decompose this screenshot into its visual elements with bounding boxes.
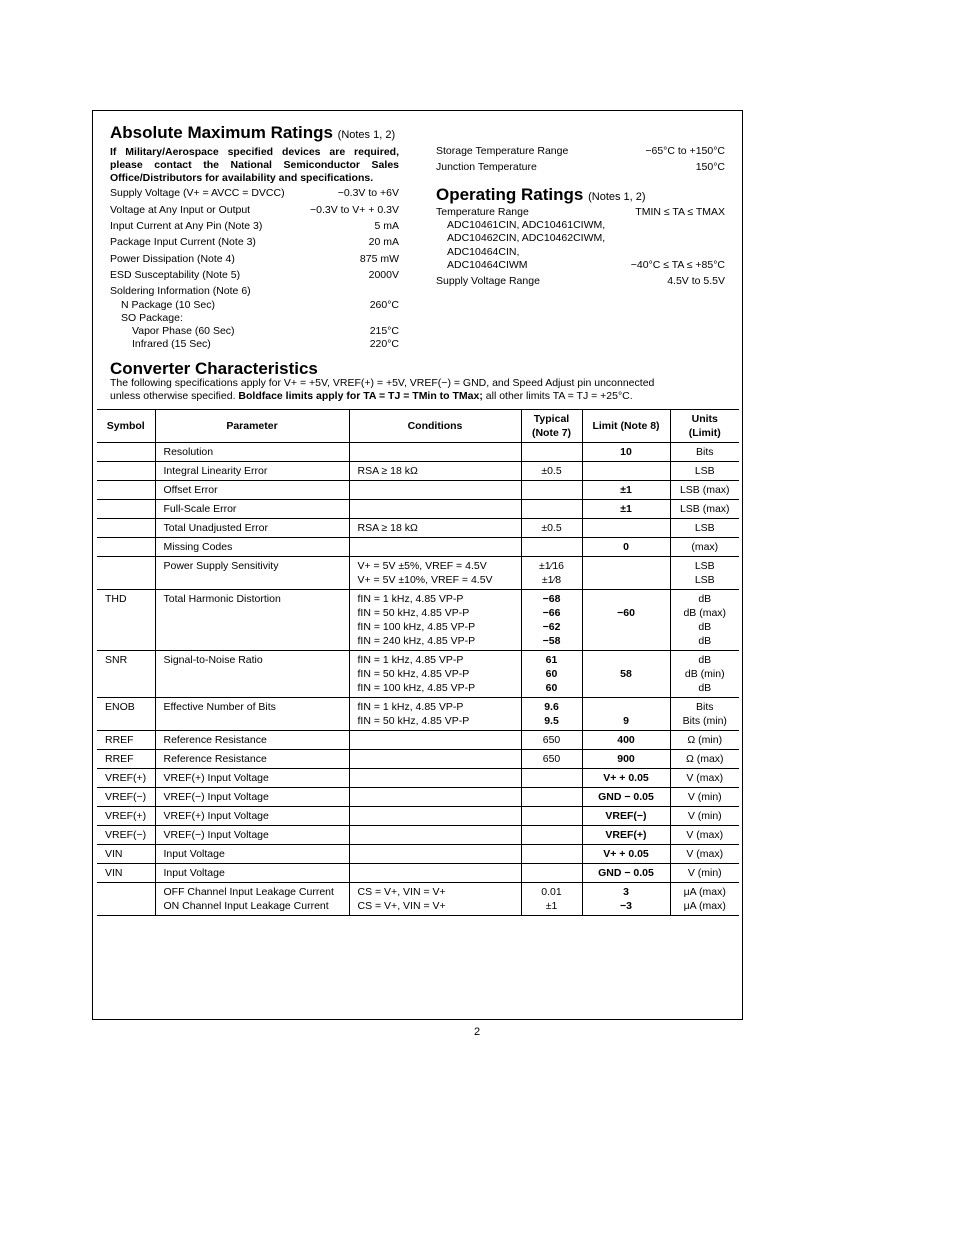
conditions-cell xyxy=(349,788,521,807)
typical-cell xyxy=(521,500,582,519)
supply-range-value: 4.5V to 5.5V xyxy=(667,275,725,287)
parameter-cell: VREF(−) Input Voltage xyxy=(155,788,349,807)
units-cell: V (max) xyxy=(670,826,739,845)
limit-cell: VREF(+) xyxy=(582,826,670,845)
table-row xyxy=(97,826,739,845)
conditions-cell: fIN = 1 kHz, 4.85 VP-P fIN = 50 kHz, 4.85 VP-P xyxy=(349,698,521,731)
op-ratings-heading xyxy=(436,185,646,205)
abs-max-item-value: 20 mA xyxy=(368,236,399,248)
symbol-cell: VREF(−) xyxy=(97,788,155,807)
symbol-cell xyxy=(97,481,155,500)
limit-cell: V+ + 0.05 xyxy=(582,845,670,864)
infrared-label: Infrared (15 Sec) xyxy=(132,338,211,350)
units-cell: Bits Bits (min) xyxy=(670,698,739,731)
conditions-cell: CS = V+, VIN = V+ CS = V+, VIN = V+ xyxy=(349,883,521,916)
typical-cell xyxy=(521,443,582,462)
units-cell: V (max) xyxy=(670,845,739,864)
parameter-cell: Power Supply Sensitivity xyxy=(155,557,349,590)
symbol-cell: SNR xyxy=(97,651,155,698)
limit-cell: GND − 0.05 xyxy=(582,788,670,807)
typical-cell: ±1⁄16 ±1⁄8 xyxy=(521,557,582,590)
symbol-cell xyxy=(97,462,155,481)
temp-range-label: Temperature Range xyxy=(436,206,529,218)
abs-max-item-label: Power Dissipation (Note 4) xyxy=(110,253,235,265)
n-package-value: 260°C xyxy=(369,299,399,311)
table-row xyxy=(97,462,739,481)
table-row xyxy=(97,481,739,500)
limit-cell: VREF(−) xyxy=(582,807,670,826)
conditions-cell xyxy=(349,538,521,557)
header-parameter: Parameter xyxy=(155,410,349,443)
parameter-cell: Reference Resistance xyxy=(155,731,349,750)
limit-cell xyxy=(582,557,670,590)
symbol-cell xyxy=(97,500,155,519)
units-cell: dB dB (max) dB dB xyxy=(670,590,739,651)
table-row xyxy=(97,651,739,698)
symbol-cell xyxy=(97,883,155,916)
part-line: ADC10461CIN, ADC10461CIWM, xyxy=(447,219,606,231)
parameter-cell: Signal-to-Noise Ratio xyxy=(155,651,349,698)
parameter-cell: Missing Codes xyxy=(155,538,349,557)
converter-intro-1: The following specifications apply for V+ = +5V, VREF(+) = +5V, VREF(−) = GND, and Speed Adjust pin unconnected xyxy=(110,377,655,389)
symbol-cell xyxy=(97,443,155,462)
units-cell: LSB xyxy=(670,462,739,481)
converter-table xyxy=(97,409,739,916)
parameter-cell: Total Unadjusted Error xyxy=(155,519,349,538)
conditions-cell xyxy=(349,769,521,788)
table-row xyxy=(97,443,739,462)
units-cell: (max) xyxy=(670,538,739,557)
abs-max-item-value: −0.3V to V+ + 0.3V xyxy=(309,204,399,216)
table-row xyxy=(97,788,739,807)
typical-cell: 0.01 ±1 xyxy=(521,883,582,916)
table-row xyxy=(97,883,739,916)
limit-cell: 58 xyxy=(582,651,670,698)
typical-cell xyxy=(521,538,582,557)
converter-intro-2 xyxy=(110,390,725,402)
abs-max-item-label: Package Input Current (Note 3) xyxy=(110,236,256,248)
abs-max-item-value: 2000V xyxy=(368,269,399,281)
units-cell: LSB (max) xyxy=(670,481,739,500)
page-number: 2 xyxy=(473,1026,481,1038)
units-cell: LSB xyxy=(670,519,739,538)
part-line: ADC10464CIWM xyxy=(447,259,528,271)
typical-cell xyxy=(521,826,582,845)
abs-max-item-value: 5 mA xyxy=(374,220,399,232)
abs-max-heading xyxy=(110,123,395,143)
abs-max-item-label: Voltage at Any Input or Output xyxy=(110,204,251,216)
temp-range-value: TMIN ≤ TA ≤ TMAX xyxy=(635,206,725,218)
limit-cell xyxy=(582,462,670,481)
header-symbol: Symbol xyxy=(97,410,155,443)
symbol-cell: VREF(+) xyxy=(97,807,155,826)
op-ratings-notes: (Notes 1, 2) xyxy=(588,191,646,203)
intro-text: all other limits TA = TJ = +25°C. xyxy=(485,390,633,402)
units-cell: V (min) xyxy=(670,864,739,883)
header-units: Units (Limit) xyxy=(670,410,739,443)
typical-cell xyxy=(521,788,582,807)
symbol-cell: VREF(−) xyxy=(97,826,155,845)
abs-max-item-label: ESD Susceptability (Note 5) xyxy=(110,269,241,281)
units-cell: V (min) xyxy=(670,807,739,826)
conditions-cell: fIN = 1 kHz, 4.85 VP-P fIN = 50 kHz, 4.85 VP-P fIN = 100 kHz, 4.85 VP-P xyxy=(349,651,521,698)
abs-max-item-label: Input Current at Any Pin (Note 3) xyxy=(110,220,263,232)
parts-temp-value: −40°C ≤ TA ≤ +85°C xyxy=(630,259,725,271)
conditions-cell xyxy=(349,731,521,750)
parameter-cell: VREF(−) Input Voltage xyxy=(155,826,349,845)
conditions-cell: RSA ≥ 18 kΩ xyxy=(349,519,521,538)
table-row xyxy=(97,519,739,538)
parameter-cell: Effective Number of Bits xyxy=(155,698,349,731)
table-row xyxy=(97,557,739,590)
parameter-cell: Total Harmonic Distortion xyxy=(155,590,349,651)
typical-cell xyxy=(521,807,582,826)
limit-cell: ±1 xyxy=(582,500,670,519)
soldering-label: Soldering Information (Note 6) xyxy=(110,285,251,297)
limit-cell: GND − 0.05 xyxy=(582,864,670,883)
typical-cell: 9.6 9.5 xyxy=(521,698,582,731)
storage-temp-value: −65°C to +150°C xyxy=(645,145,725,157)
limit-cell xyxy=(582,519,670,538)
table-header-row xyxy=(97,410,739,443)
military-note: If Military/Aerospace specified devices are required, please contact the National Semiconductor Sales Office/Distributors for availability and specifications. xyxy=(110,146,399,184)
units-cell: Bits xyxy=(670,443,739,462)
table-row xyxy=(97,590,739,651)
typical-cell xyxy=(521,481,582,500)
typical-cell xyxy=(521,845,582,864)
abs-max-title: Absolute Maximum Ratings xyxy=(110,123,333,142)
limit-cell: −60 xyxy=(582,590,670,651)
conditions-cell xyxy=(349,807,521,826)
table-row xyxy=(97,845,739,864)
intro-boldface: Boldface limits apply for TA = TJ = TMin to TMax; xyxy=(238,390,483,402)
units-cell: V (max) xyxy=(670,769,739,788)
units-cell: LSB (max) xyxy=(670,500,739,519)
table-row xyxy=(97,750,739,769)
parameter-cell: Input Voltage xyxy=(155,845,349,864)
symbol-cell: THD xyxy=(97,590,155,651)
limit-cell: 900 xyxy=(582,750,670,769)
units-cell: LSB LSB xyxy=(670,557,739,590)
conditions-cell: RSA ≥ 18 kΩ xyxy=(349,462,521,481)
typical-cell xyxy=(521,769,582,788)
table-row xyxy=(97,698,739,731)
header-conditions: Conditions xyxy=(349,410,521,443)
conditions-cell xyxy=(349,864,521,883)
conditions-cell xyxy=(349,443,521,462)
header-typical: Typical (Note 7) xyxy=(521,410,582,443)
intro-text: unless otherwise specified. xyxy=(110,390,236,402)
table-row xyxy=(97,864,739,883)
parameter-cell: Resolution xyxy=(155,443,349,462)
abs-max-notes: (Notes 1, 2) xyxy=(337,129,396,141)
symbol-cell: ENOB xyxy=(97,698,155,731)
vapor-phase-value: 215°C xyxy=(369,325,399,337)
abs-max-item-label: Supply Voltage (V+ = AVCC = DVCC) xyxy=(110,187,285,199)
so-package-label: SO Package: xyxy=(121,312,183,324)
conditions-cell xyxy=(349,845,521,864)
parameter-cell: VREF(+) Input Voltage xyxy=(155,769,349,788)
typical-cell: −68 −66 −62 −58 xyxy=(521,590,582,651)
typical-cell: 650 xyxy=(521,750,582,769)
units-cell: μA (max) μA (max) xyxy=(670,883,739,916)
parameter-cell: Reference Resistance xyxy=(155,750,349,769)
units-cell: Ω (max) xyxy=(670,750,739,769)
typical-cell: 650 xyxy=(521,731,582,750)
limit-cell: 10 xyxy=(582,443,670,462)
parameter-cell: Input Voltage xyxy=(155,864,349,883)
symbol-cell: VIN xyxy=(97,845,155,864)
conditions-cell xyxy=(349,826,521,845)
conditions-cell: fIN = 1 kHz, 4.85 VP-P fIN = 50 kHz, 4.85 VP-P fIN = 100 kHz, 4.85 VP-P fIN = 240 kHz, 4.85 VP-P xyxy=(349,590,521,651)
parameter-cell: Integral Linearity Error xyxy=(155,462,349,481)
table-row xyxy=(97,538,739,557)
table-row xyxy=(97,769,739,788)
header-limit: Limit (Note 8) xyxy=(582,410,670,443)
limit-cell: 3 −3 xyxy=(582,883,670,916)
abs-max-item-value: 875 mW xyxy=(359,253,399,265)
symbol-cell: VREF(+) xyxy=(97,769,155,788)
limit-cell: V+ + 0.05 xyxy=(582,769,670,788)
parameter-cell: VREF(+) Input Voltage xyxy=(155,807,349,826)
storage-temp-label: Storage Temperature Range xyxy=(436,145,569,157)
part-line: ADC10462CIN, ADC10462CIWM, xyxy=(447,232,606,244)
symbol-cell xyxy=(97,519,155,538)
units-cell: V (min) xyxy=(670,788,739,807)
n-package-label: N Package (10 Sec) xyxy=(121,299,215,311)
limit-cell: 400 xyxy=(582,731,670,750)
infrared-value: 220°C xyxy=(369,338,399,350)
junction-temp-label: Junction Temperature xyxy=(436,161,537,173)
op-ratings-title: Operating Ratings xyxy=(436,185,584,204)
table-row xyxy=(97,500,739,519)
symbol-cell: RREF xyxy=(97,731,155,750)
symbol-cell: VIN xyxy=(97,864,155,883)
abs-max-item-value: −0.3V to +6V xyxy=(337,187,399,199)
table-row xyxy=(97,731,739,750)
symbol-cell xyxy=(97,557,155,590)
symbol-cell xyxy=(97,538,155,557)
typical-cell: ±0.5 xyxy=(521,519,582,538)
vapor-phase-label: Vapor Phase (60 Sec) xyxy=(132,325,235,337)
limit-cell: ±1 xyxy=(582,481,670,500)
symbol-cell: RREF xyxy=(97,750,155,769)
parameter-cell: OFF Channel Input Leakage Current ON Channel Input Leakage Current xyxy=(155,883,349,916)
typical-cell xyxy=(521,864,582,883)
junction-temp-value: 150°C xyxy=(695,161,725,173)
limit-cell: 0 xyxy=(582,538,670,557)
table-row xyxy=(97,807,739,826)
parameter-cell: Offset Error xyxy=(155,481,349,500)
conditions-cell xyxy=(349,481,521,500)
parameter-cell: Full-Scale Error xyxy=(155,500,349,519)
units-cell: Ω (min) xyxy=(670,731,739,750)
typical-cell: ±0.5 xyxy=(521,462,582,481)
conditions-cell xyxy=(349,750,521,769)
supply-range-label: Supply Voltage Range xyxy=(436,275,540,287)
part-line: ADC10464CIN, xyxy=(447,246,520,258)
converter-title: Converter Characteristics xyxy=(110,359,318,378)
units-cell: dB dB (min) dB xyxy=(670,651,739,698)
conditions-cell: V+ = 5V ±5%, VREF = 4.5V V+ = 5V ±10%, VREF = 4.5V xyxy=(349,557,521,590)
conditions-cell xyxy=(349,500,521,519)
limit-cell: 9 xyxy=(582,698,670,731)
typical-cell: 61 60 60 xyxy=(521,651,582,698)
